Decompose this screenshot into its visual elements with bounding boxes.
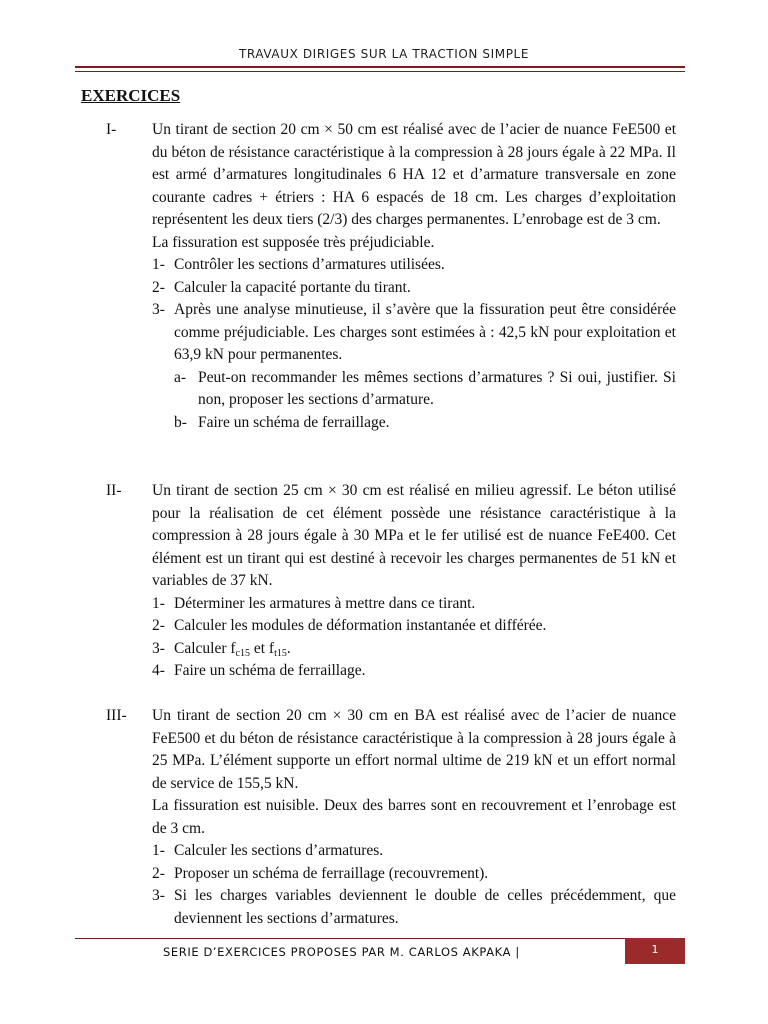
footer-rule <box>75 938 685 939</box>
list-item: 4- Faire un schéma de ferraillage. <box>152 662 366 679</box>
footer-text: SERIE D’EXERCICES PROPOSES PAR M. CARLOS AKPAKA | <box>163 945 520 959</box>
list-item: 1- Contrôler les sections d’armatures utilisées. <box>152 256 445 273</box>
list-item: 2- Proposer un schéma de ferraillage (recouvrement). <box>152 864 489 882</box>
page-number: 1 <box>625 938 685 964</box>
exercises-heading: EXERCICES <box>81 86 181 105</box>
list-item: 1- Déterminer les armatures à mettre dans ce tirant. <box>152 594 476 612</box>
header-rule-thick <box>75 66 685 68</box>
exercise-note: La fissuration est nuisible. Deux des barres sont en recouvrement et l’enrobage est de 3 cm. <box>152 797 676 837</box>
sub-list-item: a- Peut-on recommander les mêmes sections d’armatures ? Si oui, justifier. Si non, proposer les sections d’armature. <box>174 368 676 408</box>
list-item: 3- Après une analyse minutieuse, il s’avère que la fissuration peut être considérée comme préjudiciable. Les charges sont estimées à : 42,5 kN pour exploitation et 63,9 kN pour permanentes. <box>152 301 676 363</box>
sub-list-item: b- Faire un schéma de ferraillage. <box>174 413 390 431</box>
exercise-number: III- <box>106 707 127 724</box>
exercise-statement: Un tirant de section 20 cm × 50 cm est réalisé avec de l’acier de nuance FeE500 et du béton de résistance caractéristique à la compression à 28 jours égale à 22 MPa. Il est armé d’armatures longitudinales 6 HA 12 et d’armature transversale en zone courante cadres + étriers : HA 6 espacés de 18 cm. Les charges d’exploitation représentent les deux tiers (2/3) des charges permanentes. L’enrobage est de 3 cm. <box>152 121 676 228</box>
exercise-number: I- <box>106 121 117 138</box>
exercise-note: La fissuration est supposée très préjudiciable. <box>152 233 435 251</box>
list-item: 1- Calculer les sections d’armatures. <box>152 842 384 859</box>
list-item: 2- Calculer les modules de déformation instantanée et différée. <box>152 617 547 634</box>
exercise-number: II- <box>106 482 122 499</box>
exercise-statement: Un tirant de section 20 cm × 30 cm en BA est réalisé avec de l’acier de nuance FeE500 et du béton de résistance caractéristique à la compression à 28 jours égale à 25 MPa. L’élément supporte un effort normal ultime de 219 kN et un effort normal de service de 155,5 kN. <box>152 707 676 792</box>
header-rule-thin <box>75 71 685 72</box>
list-item: 3- Calculer $f_{c15}$ et $f_{t15}$. <box>152 639 291 659</box>
running-header: TRAVAUX DIRIGES SUR LA TRACTION SIMPLE <box>238 47 530 61</box>
list-item: 3- Si les charges variables deviennent le double de celles précédemment, que deviennent les sections d’armatures. <box>152 887 676 927</box>
list-item: 2- Calculer la capacité portante du tirant. <box>152 278 411 296</box>
exercise-statement: Un tirant de section 25 cm × 30 cm est réalisé en milieu agressif. Le béton utilisé pour la réalisation de cet élément possède une résistance caractéristique à la compression à 28 jours égale à 30 MPa et le fer utilisé est de nuance FeE400. Cet élément est un tirant qui est destiné à recevoir les charges permanentes de 51 kN et variables de 37 kN. <box>152 482 676 589</box>
